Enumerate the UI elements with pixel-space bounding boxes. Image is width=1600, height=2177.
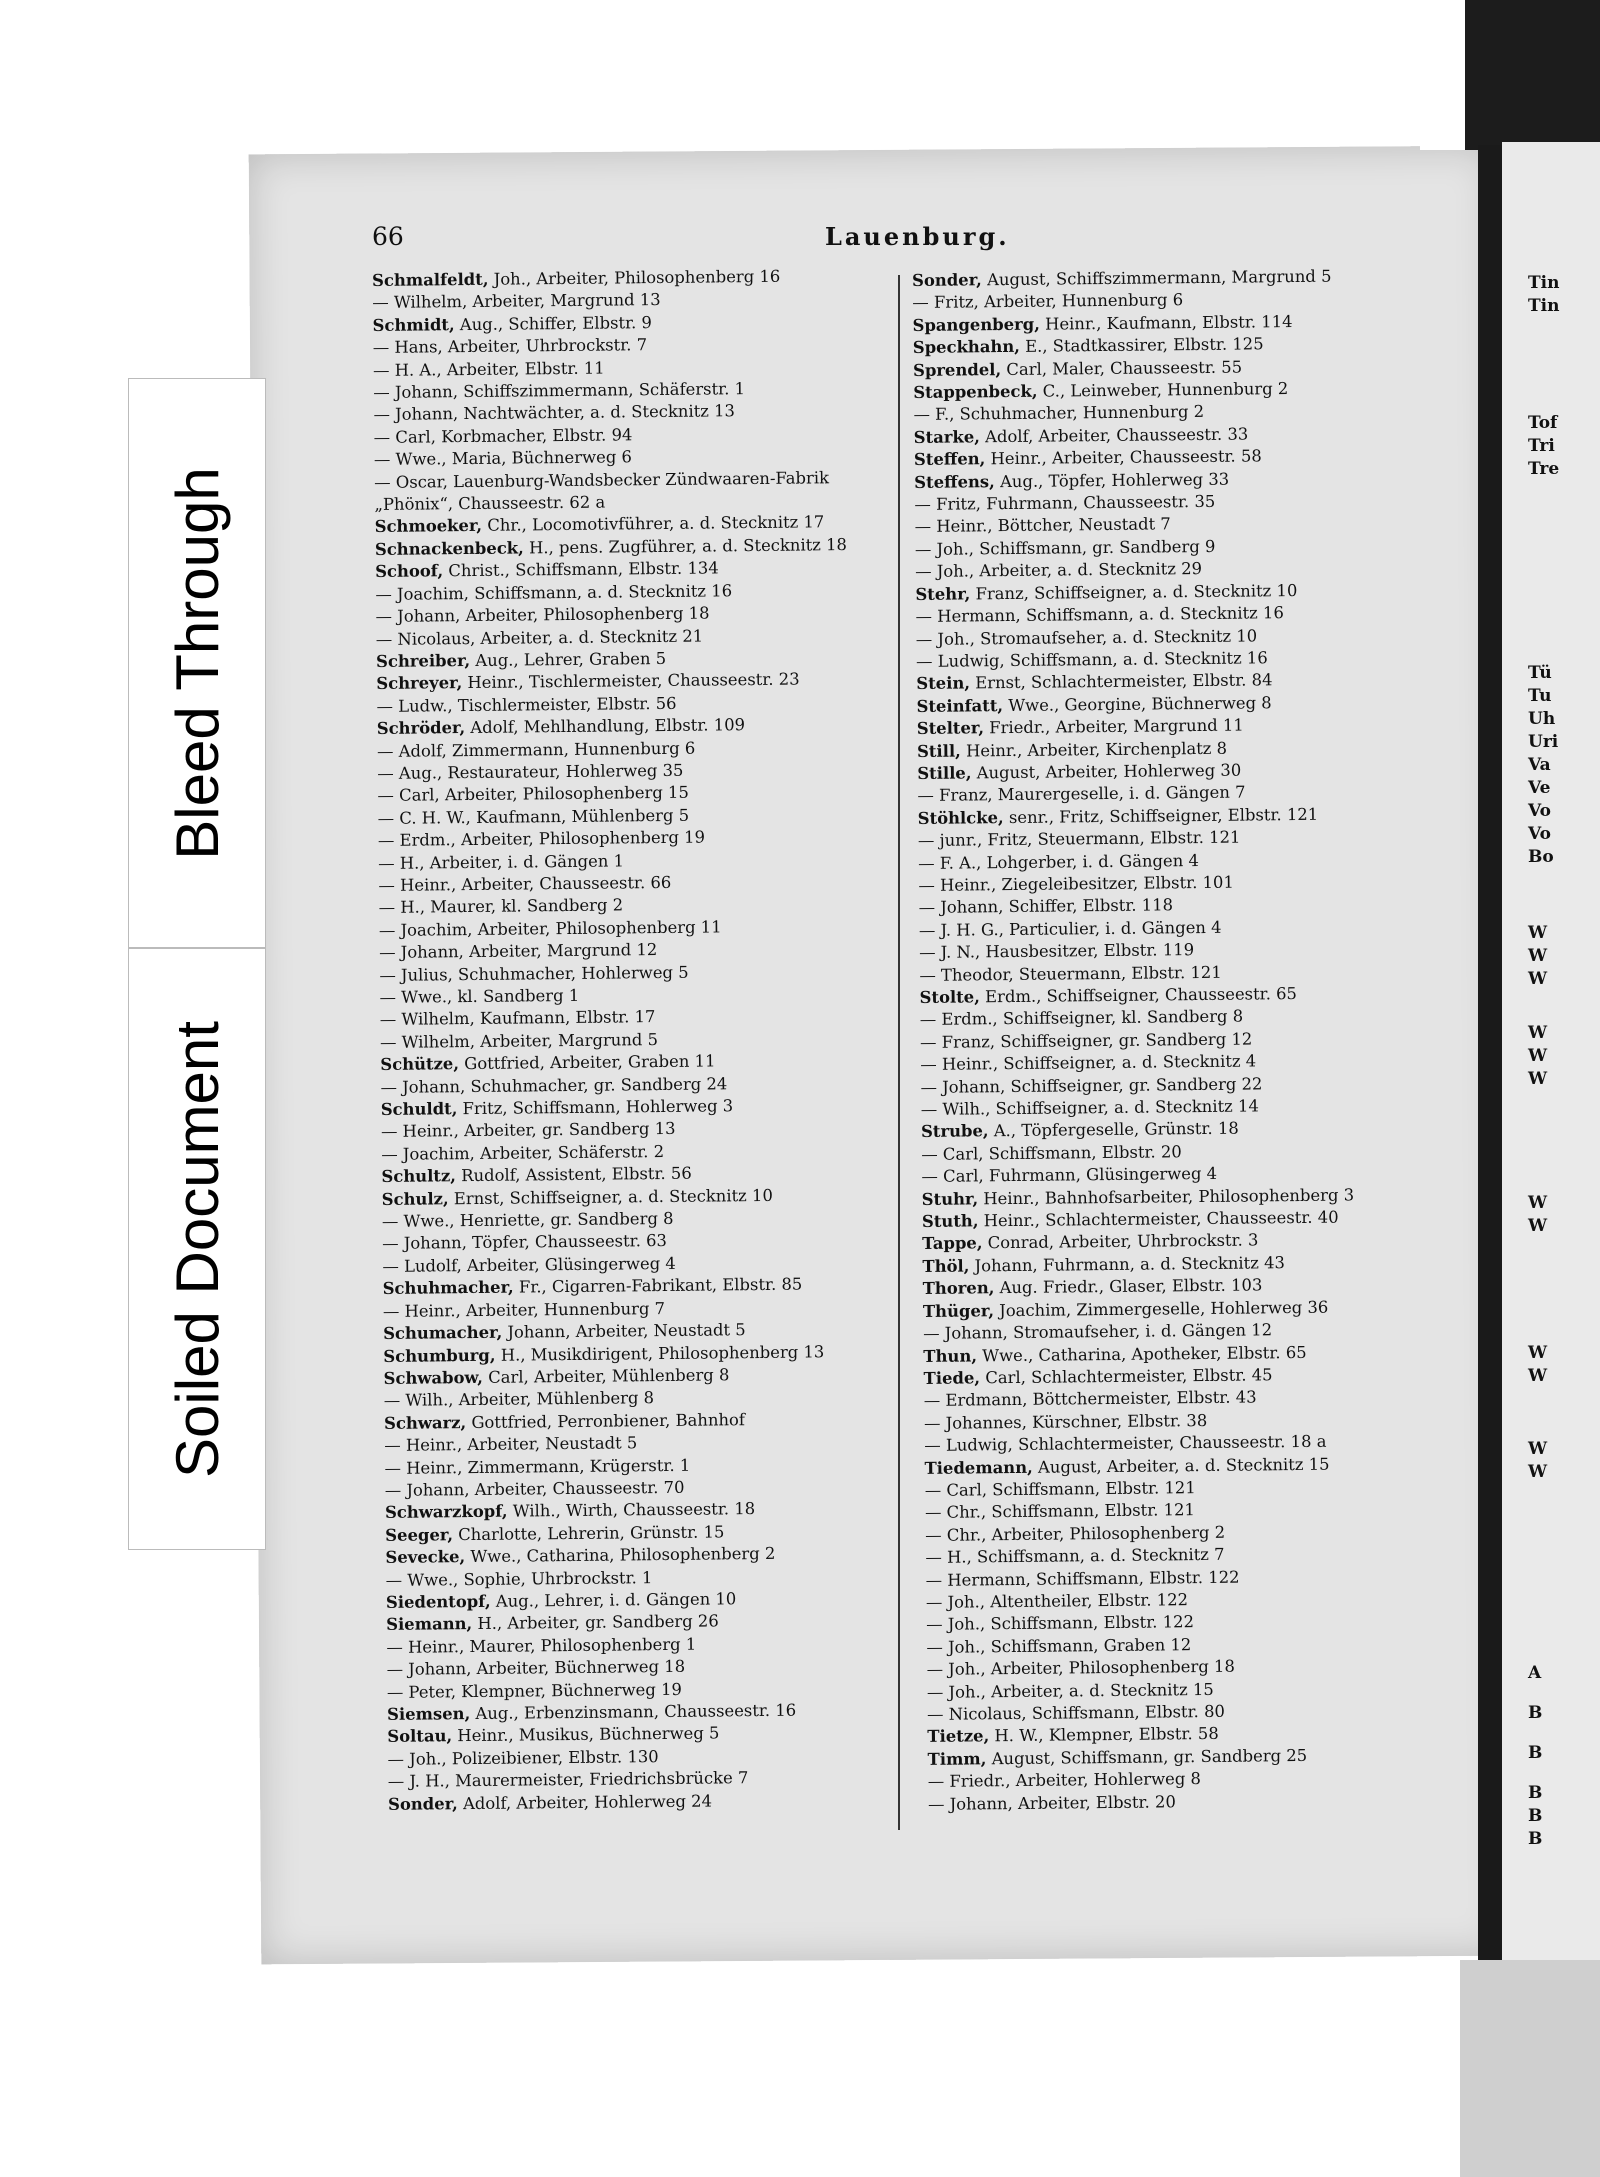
- fragment-text: Tin: [1528, 273, 1560, 293]
- entry-details: Joh., Arbeiter, Philosophenberg 16: [488, 266, 781, 289]
- entry-surname: Schoof,: [375, 561, 444, 582]
- entry-surname: Sonder,: [912, 270, 982, 290]
- entry-details: — Carl, Schiffsmann, Elbstr. 121: [924, 1478, 1196, 1500]
- fragment-text: Va: [1528, 755, 1551, 775]
- entry-details: Friedr., Arbeiter, Margrund 11: [983, 715, 1244, 738]
- entry-details: Fritz, Schiffsmann, Hohlerweg 3: [457, 1096, 734, 1119]
- entry-details: — Theodor, Steuermann, Elbstr. 121: [919, 962, 1222, 985]
- page-number: 66: [372, 222, 404, 251]
- entry-surname: Schütze,: [380, 1054, 460, 1075]
- bottom-shadow: [1460, 1960, 1600, 2177]
- fragment-text: W: [1528, 1343, 1548, 1363]
- entry-surname: Still,: [916, 741, 961, 761]
- entry-details: — Joh., Schiffsmann, Elbstr. 122: [926, 1612, 1195, 1635]
- entry-details: — Johann, Töpfer, Chausseestr. 63: [382, 1231, 668, 1254]
- entry-details: — Johann, Arbeiter, Philosophenberg 18: [375, 603, 710, 627]
- entry-surname: Schulz,: [381, 1188, 449, 1209]
- entry-details: Heinr., Musikus, Büchnerweg 5: [452, 1723, 720, 1746]
- entry-surname: Schnackenbeck,: [374, 538, 524, 559]
- entry-surname: Steinfatt,: [916, 695, 1004, 716]
- fragment-text: W: [1528, 1462, 1548, 1482]
- entry-surname: Tiedemann,: [924, 1457, 1033, 1478]
- entry-details: August, Schiffsmann, gr. Sandberg 25: [986, 1745, 1308, 1769]
- entry-details: Ernst, Schlachtermeister, Elbstr. 84: [969, 670, 1273, 693]
- entry-details: — Johann, Schiffseigner, gr. Sandberg 22: [920, 1074, 1263, 1097]
- entry-details: H. W., Klempner, Elbstr. 58: [989, 1724, 1219, 1746]
- entry-details: — Johann, Arbeiter, Margrund 12: [379, 940, 658, 963]
- entry-details: — Ludwig, Schiffsmann, a. d. Stecknitz 16: [915, 648, 1268, 671]
- entry-details: — Johannes, Kürschner, Elbstr. 38: [923, 1410, 1208, 1433]
- entry-details: — Franz, Maurergeselle, i. d. Gängen 7: [917, 782, 1246, 806]
- entry-details: — Wilhelm, Arbeiter, Margrund 5: [379, 1029, 659, 1052]
- entry-details: — Wwe., Henriette, gr. Sandberg 8: [381, 1208, 674, 1232]
- entry-details: Aug., Töpfer, Hohlerweg 33: [994, 469, 1230, 491]
- entry-details: — Heinr., Schiffseigner, a. d. Stecknitz 4: [920, 1051, 1257, 1075]
- entry-details: — Wilh., Arbeiter, Mühlenberg 8: [383, 1388, 655, 1411]
- entry-surname: Sevecke,: [385, 1547, 466, 1568]
- entry-details: — Johann, Schiffszimmermann, Schäferstr. 1: [373, 379, 746, 403]
- entry-details: — Nicolaus, Arbeiter, a. d. Stecknitz 21: [375, 626, 704, 649]
- entry-surname: Stuth,: [921, 1211, 979, 1232]
- entry-details: Franz, Schiffseigner, a. d. Stecknitz 10: [970, 580, 1298, 604]
- entry-details: Ernst, Schiffseigner, a. d. Stecknitz 10: [448, 1185, 773, 1208]
- fragment-text: Uh: [1528, 709, 1556, 729]
- entry-details: — C. H. W., Kaufmann, Mühlenberg 5: [377, 805, 690, 828]
- entry-details: — H., Schiffsmann, a. d. Stecknitz 7: [925, 1544, 1225, 1568]
- entry-details: — Ludwig, Schlachtermeister, Chausseestr. 18 a: [924, 1431, 1327, 1456]
- entry-details: H., pens. Zugführer, a. d. Stecknitz 18: [523, 534, 848, 558]
- entry-details: — Wilh., Schiffseigner, a. d. Stecknitz 14: [920, 1096, 1259, 1119]
- entry-details: August, Schiffszimmermann, Margrund 5: [981, 266, 1332, 290]
- entry-surname: Stappenbeck,: [913, 381, 1038, 403]
- fragment-text: Tin: [1528, 296, 1560, 316]
- entry-details: Heinr., Schlachtermeister, Chausseestr. 40: [978, 1207, 1339, 1231]
- entry-details: — Heinr., Zimmermann, Krügerstr. 1: [384, 1455, 691, 1478]
- entry-surname: Tappe,: [922, 1233, 983, 1254]
- entry-surname: Strube,: [920, 1121, 989, 1142]
- entry-details: — Heinr., Arbeiter, Hunnenburg 7: [382, 1298, 666, 1321]
- entry-details: Carl, Arbeiter, Mühlenberg 8: [482, 1365, 730, 1387]
- entry-details: Carl, Maler, Chausseestr. 55: [1001, 357, 1243, 379]
- entry-surname: Stein,: [916, 673, 971, 694]
- entry-details: E., Stadtkassirer, Elbstr. 125: [1019, 334, 1264, 357]
- entry-details: Heinr., Kaufmann, Elbstr. 114: [1039, 311, 1293, 334]
- fragment-text: W: [1528, 969, 1548, 989]
- entry-details: — Carl, Fuhrmann, Glüsingerweg 4: [921, 1164, 1218, 1187]
- entry-details: — Chr., Schiffsmann, Elbstr. 121: [924, 1500, 1196, 1523]
- entry-details: Charlotte, Lehrerin, Grünstr. 15: [452, 1522, 725, 1544]
- entry-details: Johann, Arbeiter, Neustadt 5: [502, 1320, 746, 1342]
- entry-details: — Fritz, Arbeiter, Hunnenburg 6: [912, 290, 1184, 313]
- entry-surname: Tietze,: [927, 1726, 990, 1747]
- entry-details: — Aug., Restaurateur, Hohlerweg 35: [377, 760, 684, 783]
- entry-details: Chr., Locomotivführer, a. d. Stecknitz 17: [481, 512, 825, 536]
- entry-details: — Chr., Arbeiter, Philosophenberg 2: [925, 1522, 1226, 1545]
- entry-details: — Erdm., Arbeiter, Philosophenberg 19: [377, 827, 706, 851]
- entry-details: — Joachim, Arbeiter, Philosophenberg 11: [378, 917, 722, 940]
- entry-details: — Joh., Schiffsmann, Graben 12: [926, 1634, 1192, 1657]
- entry-details: H., Musikdirigent, Philosophenberg 13: [495, 1341, 825, 1365]
- entry-details: — Heinr., Arbeiter, Neustadt 5: [384, 1433, 638, 1456]
- entry-details: — Johann, Arbeiter, Büchnerweg 18: [386, 1656, 686, 1680]
- entry-details: Aug., Erbenzinsmann, Chausseestr. 16: [470, 1700, 797, 1724]
- entry-details: — Erdm., Schiffseigner, kl. Sandberg 8: [919, 1006, 1244, 1030]
- entry-details: August, Arbeiter, Hohlerweg 30: [971, 760, 1242, 783]
- entry-details: Carl, Schlachtermeister, Elbstr. 45: [979, 1365, 1273, 1388]
- entry-surname: Schumacher,: [383, 1322, 503, 1344]
- entry-details: — Joachim, Schiffsmann, a. d. Stecknitz 16: [375, 580, 733, 604]
- entry-details: — Joh., Schiffsmann, gr. Sandberg 9: [914, 536, 1216, 559]
- entry-surname: Siemann,: [386, 1614, 473, 1635]
- entry-details: — H., Maurer, kl. Sandberg 2: [378, 895, 624, 918]
- entry-surname: Stolte,: [919, 987, 980, 1007]
- entry-details: Christ., Schiffsmann, Elbstr. 134: [443, 558, 719, 581]
- entry-details: — Joh., Polizeibiener, Elbstr. 130: [387, 1746, 659, 1769]
- entry-details: Wwe., Catharina, Apotheker, Elbstr. 65: [976, 1342, 1307, 1365]
- fragment-text: Tof: [1528, 413, 1558, 433]
- entry-details: — Joachim, Arbeiter, Schäferstr. 2: [381, 1141, 665, 1164]
- entry-surname: Thoren,: [922, 1278, 995, 1299]
- entry-surname: Sonder,: [387, 1793, 458, 1814]
- entry-details: — Joh., Arbeiter, a. d. Stecknitz 15: [926, 1679, 1214, 1702]
- entry-details: — F. A., Lohgerber, i. d. Gängen 4: [918, 850, 1199, 873]
- entry-details: Wilh., Wirth, Chausseestr. 18: [507, 1499, 756, 1521]
- entry-surname: Siemsen,: [387, 1704, 471, 1724]
- binding-shadow: [1465, 0, 1600, 150]
- fragment-text: W: [1528, 1046, 1548, 1066]
- fragment-text: Vo: [1528, 801, 1551, 821]
- fragment-text: Uri: [1528, 732, 1559, 752]
- entry-details: — Joh., Arbeiter, Philosophenberg 18: [926, 1656, 1235, 1680]
- entry-details: — Ludolf, Arbeiter, Glüsingerweg 4: [382, 1253, 676, 1276]
- entry-details: Fr., Cigarren-Fabrikant, Elbstr. 85: [513, 1274, 803, 1297]
- entry-details: — Wilhelm, Kaufmann, Elbstr. 17: [379, 1007, 656, 1030]
- entry-details: Conrad, Arbeiter, Uhrbrockstr. 3: [982, 1230, 1259, 1253]
- entry-surname: Stille,: [917, 763, 972, 783]
- entry-surname: Schuhmacher,: [382, 1277, 514, 1299]
- page-gutter: [1478, 145, 1502, 1965]
- page-title: Lauenburg.: [825, 222, 1010, 251]
- entry-details: — Hermann, Schiffsmann, a. d. Stecknitz 16: [915, 603, 1284, 627]
- entry-details: senr., Fritz, Schiffseigner, Elbstr. 121: [1003, 804, 1319, 827]
- entry-surname: Stuhr,: [921, 1189, 979, 1209]
- entry-details: — Johann, Stromaufseher, i. d. Gängen 12: [923, 1320, 1273, 1344]
- fragment-text: W: [1528, 1023, 1548, 1043]
- column-divider: [898, 275, 900, 1830]
- bleed-through-label: Bleed Through: [163, 466, 231, 860]
- entry-details: August, Arbeiter, a. d. Stecknitz 15: [1032, 1454, 1330, 1477]
- entry-details: — Heinr., Böttcher, Neustadt 7: [914, 514, 1171, 537]
- entry-details: Johann, Fuhrmann, a. d. Stecknitz 43: [969, 1253, 1285, 1276]
- entry-details: — Nicolaus, Schiffsmann, Elbstr. 80: [927, 1701, 1225, 1724]
- fragment-text: B: [1528, 1829, 1543, 1849]
- entry-details: A., Töpfergeselle, Grünstr. 18: [988, 1119, 1239, 1141]
- entry-details: — F., Schuhmacher, Hunnenburg 2: [913, 402, 1205, 425]
- entry-surname: Schwabow,: [383, 1367, 484, 1388]
- adjacent-page-fragment: [1502, 142, 1600, 1972]
- entry-details: Rudolf, Assistent, Elbstr. 56: [455, 1163, 692, 1186]
- entry-details: — Carl, Korbmacher, Elbstr. 94: [373, 425, 633, 447]
- entry-surname: Schmidt,: [372, 314, 455, 335]
- entry-surname: Sprendel,: [912, 359, 1002, 380]
- entry-details: — J. N., Hausbesitzer, Elbstr. 119: [919, 940, 1195, 963]
- fragment-text: W: [1528, 1193, 1548, 1213]
- entry-surname: Schreyer,: [376, 673, 463, 694]
- entry-surname: Schmalfeldt,: [372, 269, 489, 290]
- entry-surname: Schuldt,: [380, 1099, 458, 1119]
- entry-details: Aug., Lehrer, i. d. Gängen 10: [490, 1589, 737, 1611]
- entry-details: — Carl, Schiffsmann, Elbstr. 20: [921, 1142, 1182, 1164]
- fragment-text: B: [1528, 1806, 1543, 1826]
- entry-details: — Johann, Schuhmacher, gr. Sandberg 24: [380, 1073, 728, 1097]
- entry-details: — Fritz, Fuhrmann, Chausseestr. 35: [914, 491, 1216, 515]
- entry-details: — Friedr., Arbeiter, Hohlerweg 8: [927, 1769, 1202, 1792]
- fragment-text: A: [1528, 1663, 1542, 1683]
- entry-details: C., Leinweber, Hunnenburg 2: [1037, 379, 1289, 401]
- fragment-text: Bo: [1528, 847, 1554, 867]
- entry-details: — Heinr., Arbeiter, gr. Sandberg 13: [380, 1119, 676, 1142]
- fragment-text: W: [1528, 923, 1548, 943]
- entry-surname: Siedentopf,: [385, 1591, 491, 1612]
- entry-surname: Starke,: [913, 427, 981, 447]
- entry-details: — Wilhelm, Arbeiter, Margrund 13: [372, 290, 661, 313]
- entry-surname: Schmoeker,: [374, 516, 483, 537]
- entry-surname: Stelter,: [916, 718, 985, 739]
- fragment-text: B: [1528, 1743, 1543, 1763]
- entry-details: — Oscar, Lauenburg-Wandsbecker Zündwaaren-Fabrik: [374, 467, 830, 492]
- entry-details: — Adolf, Zimmermann, Hunnenburg 6: [376, 738, 696, 761]
- entry-details: — Peter, Klempner, Büchnerweg 19: [386, 1679, 682, 1702]
- entry-details: — Erdmann, Böttchermeister, Elbstr. 43: [923, 1387, 1257, 1411]
- entry-surname: Thöl,: [922, 1256, 970, 1276]
- entry-surname: Stöhlcke,: [917, 807, 1004, 828]
- entry-details: Heinr., Arbeiter, Kirchenplatz 8: [960, 738, 1228, 761]
- entry-surname: Thüger,: [922, 1300, 995, 1321]
- entry-details: — H., Arbeiter, i. d. Gängen 1: [378, 850, 625, 873]
- fragment-text: Tu: [1528, 686, 1552, 706]
- entry-details: — J. H., Maurermeister, Friedrichsbrücke 7: [387, 1768, 749, 1792]
- right-column: [912, 265, 1448, 1816]
- entry-details: — Julius, Schuhmacher, Hohlerweg 5: [379, 962, 689, 985]
- entry-surname: Speckhahn,: [912, 337, 1021, 358]
- fragment-text: Ve: [1528, 778, 1551, 798]
- entry-details: H., Arbeiter, gr. Sandberg 26: [472, 1611, 719, 1634]
- entry-details: — Johann, Nachtwächter, a. d. Stecknitz 13: [373, 401, 736, 425]
- entry-details: — J. H. G., Particulier, i. d. Gängen 4: [918, 917, 1222, 940]
- entry-details: — Wwe., Sophie, Uhrbrockstr. 1: [385, 1567, 653, 1590]
- entry-details: — junr., Fritz, Steuermann, Elbstr. 121: [917, 827, 1241, 851]
- entry-details: — H. A., Arbeiter, Elbstr. 11: [372, 358, 605, 380]
- fragment-text: Vo: [1528, 824, 1551, 844]
- entry-surname: Schultz,: [381, 1166, 457, 1187]
- entry-surname: Steffen,: [913, 449, 986, 470]
- entry-details: — Hans, Arbeiter, Uhrbrockstr. 7: [372, 335, 648, 358]
- entry-details: — Johann, Arbeiter, Chausseestr. 70: [384, 1477, 685, 1500]
- entry-details: — Wwe., kl. Sandberg 1: [379, 985, 580, 1007]
- entry-details: Heinr., Bahnhofsarbeiter, Philosophenberg 3: [978, 1185, 1355, 1209]
- entry-details: „Phönix“, Chausseestr. 62 a: [374, 492, 606, 515]
- entry-surname: Schröder,: [376, 718, 466, 739]
- entry-details: — Hermann, Schiffsmann, Elbstr. 122: [925, 1567, 1240, 1590]
- entry-details: Aug., Schiffer, Elbstr. 9: [454, 312, 653, 334]
- entry-surname: Soltau,: [387, 1726, 453, 1747]
- entry-details: — Ludw., Tischlermeister, Elbstr. 56: [376, 693, 677, 716]
- entry-details: Heinr., Arbeiter, Chausseestr. 58: [985, 446, 1262, 469]
- fragment-text: W: [1528, 1216, 1548, 1236]
- entry-details: Heinr., Tischlermeister, Chausseestr. 23: [462, 669, 800, 693]
- entry-surname: Stehr,: [915, 584, 971, 604]
- entry-details: Aug. Friedr., Glaser, Elbstr. 103: [994, 1275, 1263, 1298]
- entry-details: Wwe., Catharina, Philosophenberg 2: [465, 1544, 776, 1567]
- fragment-text: W: [1528, 946, 1548, 966]
- entry-surname: Schwarz,: [383, 1412, 467, 1433]
- fragment-text: B: [1528, 1703, 1543, 1723]
- entry-details: — Johann, Schiffer, Elbstr. 118: [918, 895, 1174, 918]
- entry-details: — Wwe., Maria, Büchnerweg 6: [373, 447, 632, 470]
- soiled-document-label: Soiled Document: [163, 1020, 231, 1478]
- entry-details: — Johann, Arbeiter, Elbstr. 20: [927, 1791, 1176, 1814]
- entry-details: Aug., Lehrer, Graben 5: [470, 648, 667, 670]
- entry-details: — Carl, Arbeiter, Philosophenberg 15: [377, 783, 689, 806]
- entry-details: Erdm., Schiffseigner, Chausseestr. 65: [979, 984, 1298, 1007]
- fragment-text: W: [1528, 1439, 1548, 1459]
- entry-details: — Joh., Altentheiler, Elbstr. 122: [925, 1590, 1189, 1612]
- entry-surname: Seeger,: [385, 1524, 454, 1545]
- entry-details: — Joh., Stromaufseher, a. d. Stecknitz 10: [915, 625, 1258, 649]
- entry-surname: Schwarzkopf,: [384, 1501, 508, 1523]
- entry-details: Adolf, Mehlhandlung, Elbstr. 109: [465, 715, 746, 738]
- entry-surname: Spangenberg,: [912, 314, 1041, 335]
- entry-surname: Tiede,: [923, 1368, 981, 1388]
- entry-details: — Heinr., Arbeiter, Chausseestr. 66: [378, 872, 672, 895]
- entry-details: — Joh., Arbeiter, a. d. Stecknitz 29: [915, 559, 1203, 582]
- entry-surname: Thun,: [923, 1345, 978, 1366]
- entry-surname: Timm,: [927, 1749, 987, 1769]
- entry-details: Adolf, Arbeiter, Chausseestr. 33: [979, 424, 1249, 447]
- entry-details: Adolf, Arbeiter, Hohlerweg 24: [457, 1791, 713, 1813]
- bleed-through-tab: [128, 378, 266, 948]
- entry-details: — Heinr., Ziegeleibesitzer, Elbstr. 101: [918, 872, 1234, 895]
- entry-surname: Schumburg,: [383, 1345, 496, 1366]
- fragment-text: W: [1528, 1069, 1548, 1089]
- entry-details: Gottfried, Arbeiter, Graben 11: [458, 1051, 716, 1074]
- fragment-text: W: [1528, 1366, 1548, 1386]
- entry-surname: Schreiber,: [375, 650, 471, 671]
- left-column: [372, 265, 908, 1816]
- entry-details: Joachim, Zimmergeselle, Hohlerweg 36: [993, 1297, 1329, 1320]
- fragment-text: Tri: [1528, 436, 1555, 456]
- entry-details: Gottfried, Perronbiener, Bahnhof: [466, 1409, 746, 1432]
- fragment-text: Tü: [1528, 663, 1552, 683]
- entry-surname: Steffens,: [914, 471, 995, 492]
- fragment-text: Tre: [1528, 459, 1560, 479]
- entry-details: — Heinr., Maurer, Philosophenberg 1: [386, 1634, 697, 1657]
- fragment-text: B: [1528, 1783, 1543, 1803]
- margin-strip: [1420, 0, 1470, 150]
- entry-details: Wwe., Georgine, Büchnerweg 8: [1002, 692, 1272, 715]
- soiled-document-tab: [128, 948, 266, 1550]
- entry-details: — Franz, Schiffseigner, gr. Sandberg 12: [919, 1029, 1253, 1052]
